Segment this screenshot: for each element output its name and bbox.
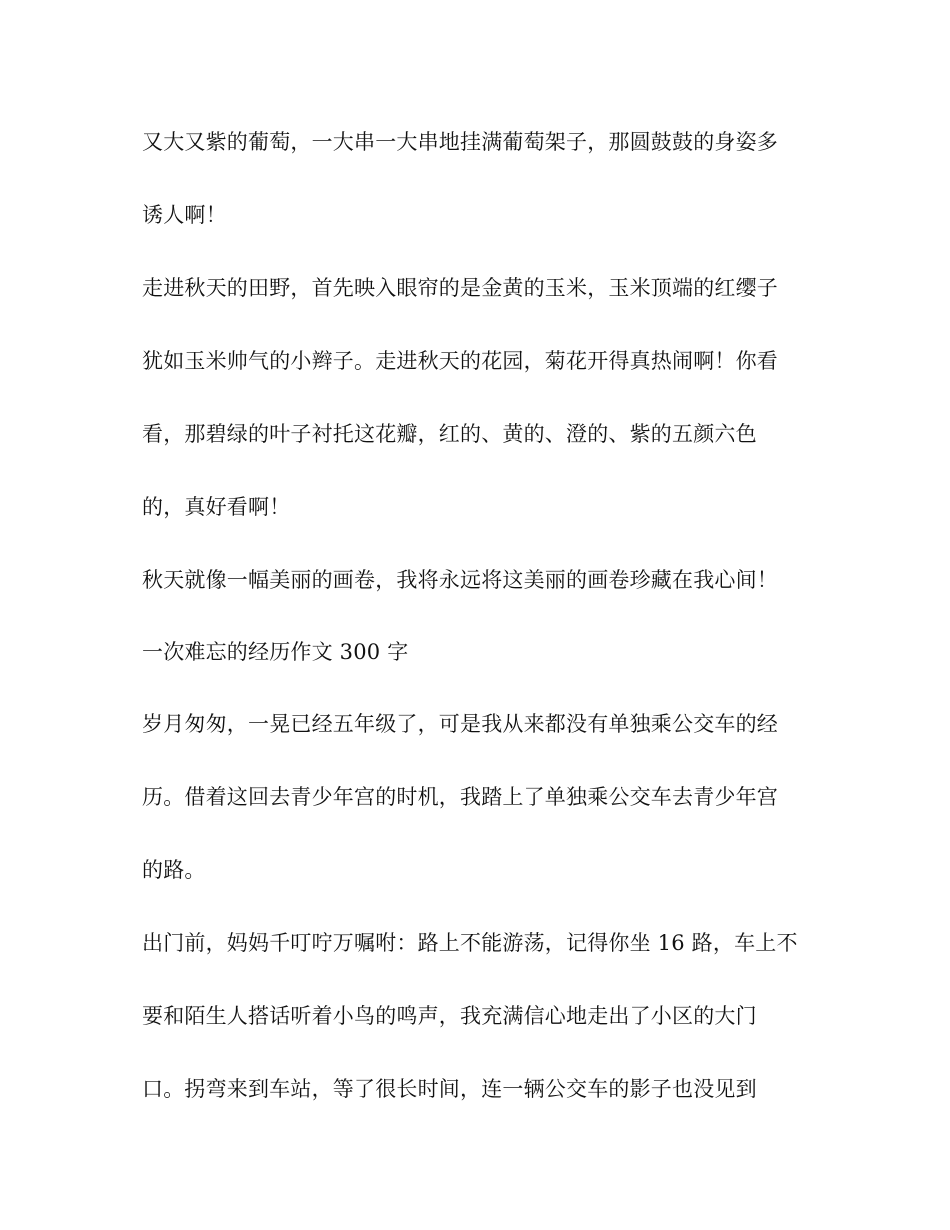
text-line: 出门前，妈妈千叮咛万嘱咐：路上不能游荡，记得你坐 16 路，车上不: [142, 931, 798, 955]
text-line: 岁月匆匆，一晃已经五年级了，可是我从来都没有单独乘公交车的经: [142, 712, 778, 736]
text-line: 口。拐弯来到车站，等了很长时间，连一辆公交车的影子也没见到: [142, 1077, 757, 1101]
text-line: 历。借着这回去青少年宫的时机，我踏上了单独乘公交车去青少年宫: [142, 785, 778, 809]
text-line: 看，那碧绿的叶子衬托这花瓣，红的、黄的、澄的、紫的五颜六色: [142, 422, 757, 446]
text-line: 的，真好看啊！: [142, 495, 291, 519]
text-line: 诱人啊！: [142, 203, 227, 227]
text-line: 又大又紫的葡萄，一大串一大串地挂满葡萄架子，那圆鼓鼓的身姿多: [142, 130, 778, 154]
text-line: 走进秋天的田野，首先映入眼帘的是金黄的玉米，玉米顶端的红缨子: [142, 276, 778, 300]
text-line: 犹如玉米帅气的小辫子。走进秋天的花园，菊花开得真热闹啊！你看: [142, 349, 778, 373]
text-line: 的路。: [142, 858, 206, 882]
text-line: 秋天就像一幅美丽的画卷，我将永远将这美丽的画卷珍藏在我心间！: [142, 568, 778, 592]
section-heading: 一次难忘的经历作文 300 字: [142, 640, 409, 664]
text-line: 要和陌生人搭话听着小鸟的鸣声，我充满信心地走出了小区的大门: [142, 1004, 757, 1028]
